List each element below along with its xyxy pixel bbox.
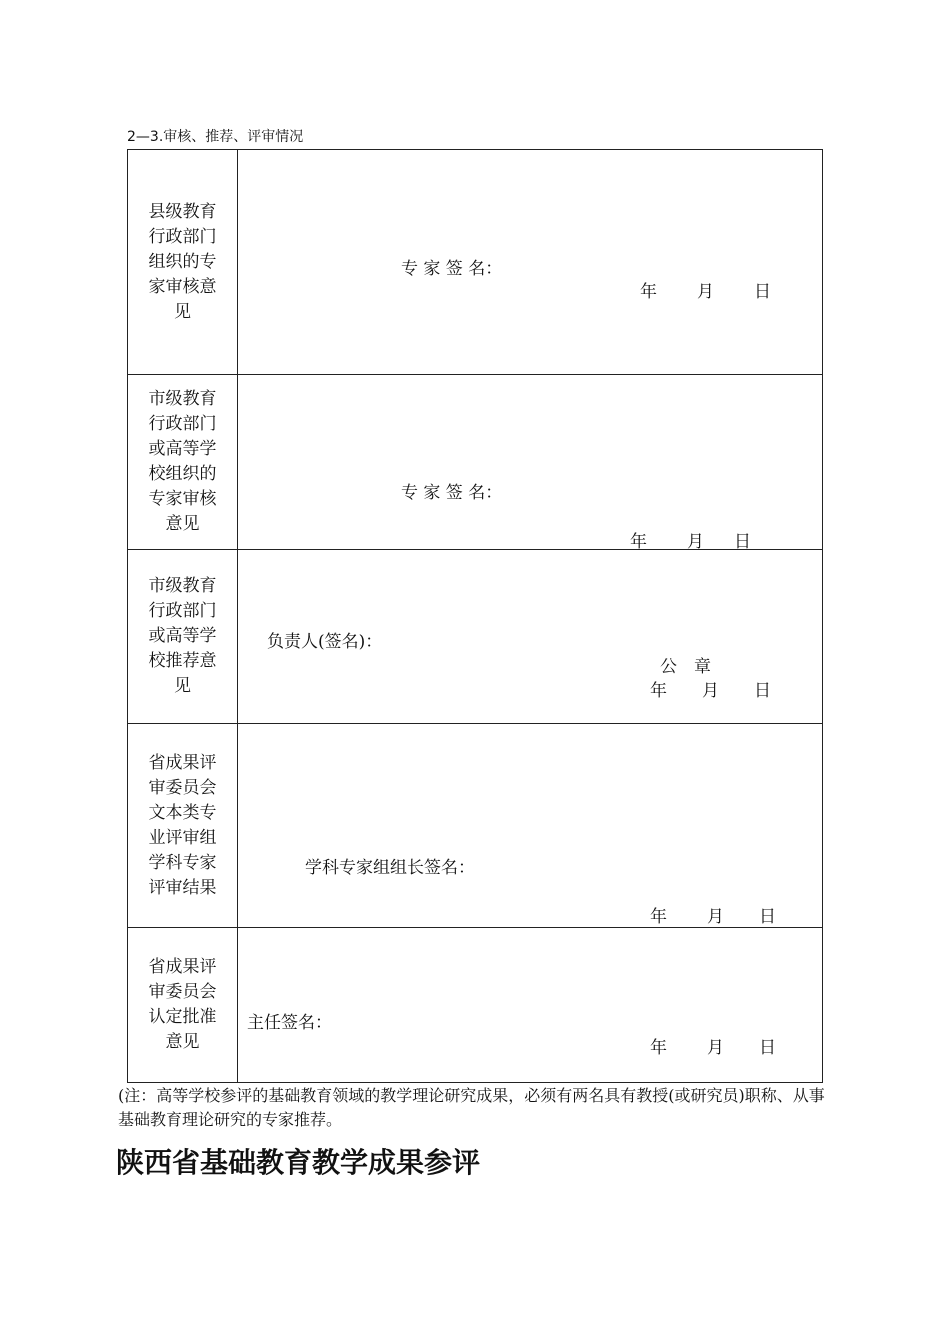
row-content-cell[interactable] [238,928,822,1082]
day-label: 日 [759,1038,776,1058]
day-label: 日 [754,681,771,701]
date-line [650,902,776,927]
table-row [128,927,822,1082]
table-row [128,150,822,374]
footnote: (注：高等学校参评的基础教育领域的教学理论研究成果，必须有两名具有教授(或研究员)职称、从事基础教育理论研究的专家推荐。 [118,1086,825,1129]
day-label: 日 [759,907,776,927]
signature-label: 主任签名： [247,1013,332,1033]
row-label: 市级教育行政部门或高等学校推荐意见 [148,576,217,696]
month-label: 月 [702,681,719,701]
footer-title: 陕西省基础教育教学成果参评 [116,1146,481,1179]
month-label: 月 [707,1038,724,1058]
row-content-cell[interactable] [238,724,822,927]
signature-label: 学科专家组组长签名： [305,858,475,878]
table-row [128,723,822,927]
year-label: 年 [640,282,657,302]
date-line [640,277,771,302]
signature-label: 负责人(签名)： [267,632,383,652]
row-label-cell [128,724,238,927]
row-label-cell [128,928,238,1082]
month-label: 月 [697,282,714,302]
review-form-table [127,149,823,1083]
section-title: 2—3.审核、推荐、评审情况 [127,129,304,145]
row-content-cell[interactable] [238,150,822,374]
row-label: 省成果评审委员会认定批准意见 [148,957,217,1052]
signature-label: 专 家 签 名： [401,483,503,503]
row-label-cell [128,550,238,723]
row-label: 市级教育行政部门或高等学校组织的专家审核意见 [148,389,217,534]
table-row [128,374,822,552]
month-label: 月 [687,532,704,552]
month-label: 月 [707,907,724,927]
day-label: 日 [734,532,751,552]
date-line [650,676,771,701]
row-label: 县级教育行政部门组织的专家审核意见 [148,201,217,322]
day-label: 日 [754,282,771,302]
signature-label: 专 家 签 名： [401,259,503,279]
year-label: 年 [650,681,667,701]
year-label: 年 [650,1038,667,1058]
year-label: 年 [630,532,647,552]
row-label: 省成果评审委员会文本类专业评审组学科专家评审结果 [148,752,217,898]
year-label: 年 [650,907,667,927]
date-line [650,1033,776,1058]
row-label-cell [128,150,238,374]
seal-label: 公 章 [660,657,711,677]
row-label-cell [128,375,238,549]
row-content-cell[interactable] [238,550,822,723]
table-row [128,549,822,723]
row-content-cell[interactable] [238,375,822,552]
